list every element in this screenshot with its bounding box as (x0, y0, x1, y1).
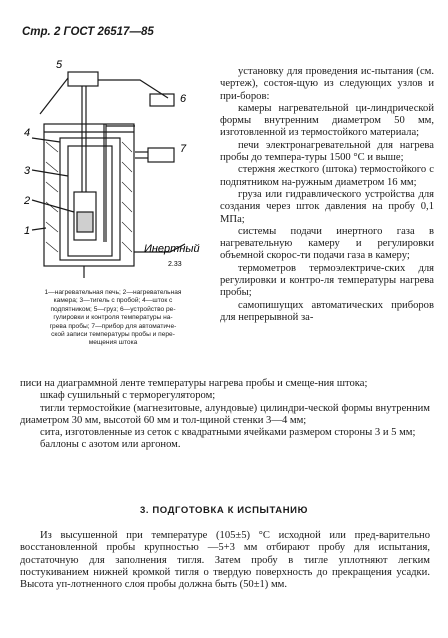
caption-line: ской записи температуры пробы и пере- (51, 331, 175, 339)
caption-line: гулировки и контроля температуры на- (53, 314, 173, 322)
list-item: шкаф сушильный с терморегулятором; (40, 390, 216, 402)
label-6: 6 (180, 93, 187, 105)
label-3: 3 (24, 165, 31, 177)
right-column-text (220, 66, 434, 324)
list-item: писи на диаграммной ленте температуры нагрева пробы и смеще-ния штока; (20, 378, 368, 389)
caption-line: мещения штока (88, 339, 138, 347)
label-5: 5 (56, 59, 63, 71)
apparatus-drawing (20, 52, 206, 288)
control-device (150, 94, 174, 106)
caption-line: грева пробы; 7—прибор для автоматиче- (49, 322, 177, 330)
list-item: тигли термостойкие (магнезитовые, алундовые) цилиндри-ческой формы внутренним диаметром 30 мм, высотой 60 мм и тол-щиной стенки 3—4 мм; (20, 402, 430, 426)
paragraph: Из высушенной при температуре (105±5) °С исходной или пред-варительно восстановленной пробы крупностью —5+3 мм отбирают пробу для испытания, достаточную для заполнения тигля. Затем пробу в тигле уплотняют легким постукиванием нижней кромкой тигля о твердую поверхность до прекращения усадки. Высота уп-лотненного слоя пробы должна быть (50±1) мм. (20, 530, 430, 591)
full-width-text (20, 378, 430, 452)
list-item: груза или гидравлического устройства для создания через шток давления на пробу 0,1 МПа; (220, 188, 434, 225)
caption-line: камера; 3—тигель с пробой; 4—шток с (53, 297, 173, 305)
label-7: 7 (180, 143, 187, 155)
inert-subscript: 2.33 (168, 261, 182, 268)
list-item: камеры нагревательной ци-линдрической формы внутренним диаметром 50 мм, изготовленной из термостойкого материала; (220, 102, 434, 139)
recorder-device (148, 148, 174, 162)
list-item: самопишущих автоматических приборов для непрерывной за- (220, 299, 434, 323)
section-title: 3. ПОДГОТОВКА К ИСПЫТАНИЮ (140, 505, 308, 516)
label-1: 1 (24, 225, 31, 237)
inert-gas-label: Инертный (144, 243, 200, 255)
list-item: баллоны с азотом или аргоном. (40, 439, 181, 451)
list-item: системы подачи инертного газа в нагревательную камеру и регулировки объемной скорос-ти подачи газа в камеру; (220, 225, 434, 262)
figure-caption (18, 289, 208, 348)
section-body (20, 530, 430, 591)
page-header: Стр. 2 ГОСТ 26517—85 (22, 26, 154, 38)
caption-line: 1—нагревательная печь; 2—нагревательная (44, 289, 182, 296)
list-item: стержня жесткого (штока) термостойкого с подпятником на-ружным диаметром 16 мм; (220, 164, 434, 188)
list-item: термометров термоэлектриче-ских для регулировки и контро-ля температуры нагрева пробы; (220, 262, 434, 299)
apparatus-figure (20, 52, 206, 288)
label-2: 2 (24, 195, 31, 207)
list-item: печи электронагревательной для нагрева пробы до темпера-туры 1500 °С и выше; (220, 139, 434, 164)
label-4: 4 (24, 127, 31, 139)
paragraph: установку для проведения ис-пытания (см. чертеж), состоя-щую из следующих узлов и при-боров: (220, 66, 434, 102)
list-item: сита, изготовленные из сеток с квадратными ячейками размером стороны 3 и 5 мм; (40, 427, 416, 439)
caption-line: подпятником; 5—груз; 6—устройство ре- (50, 305, 176, 313)
weight-block (68, 72, 98, 86)
